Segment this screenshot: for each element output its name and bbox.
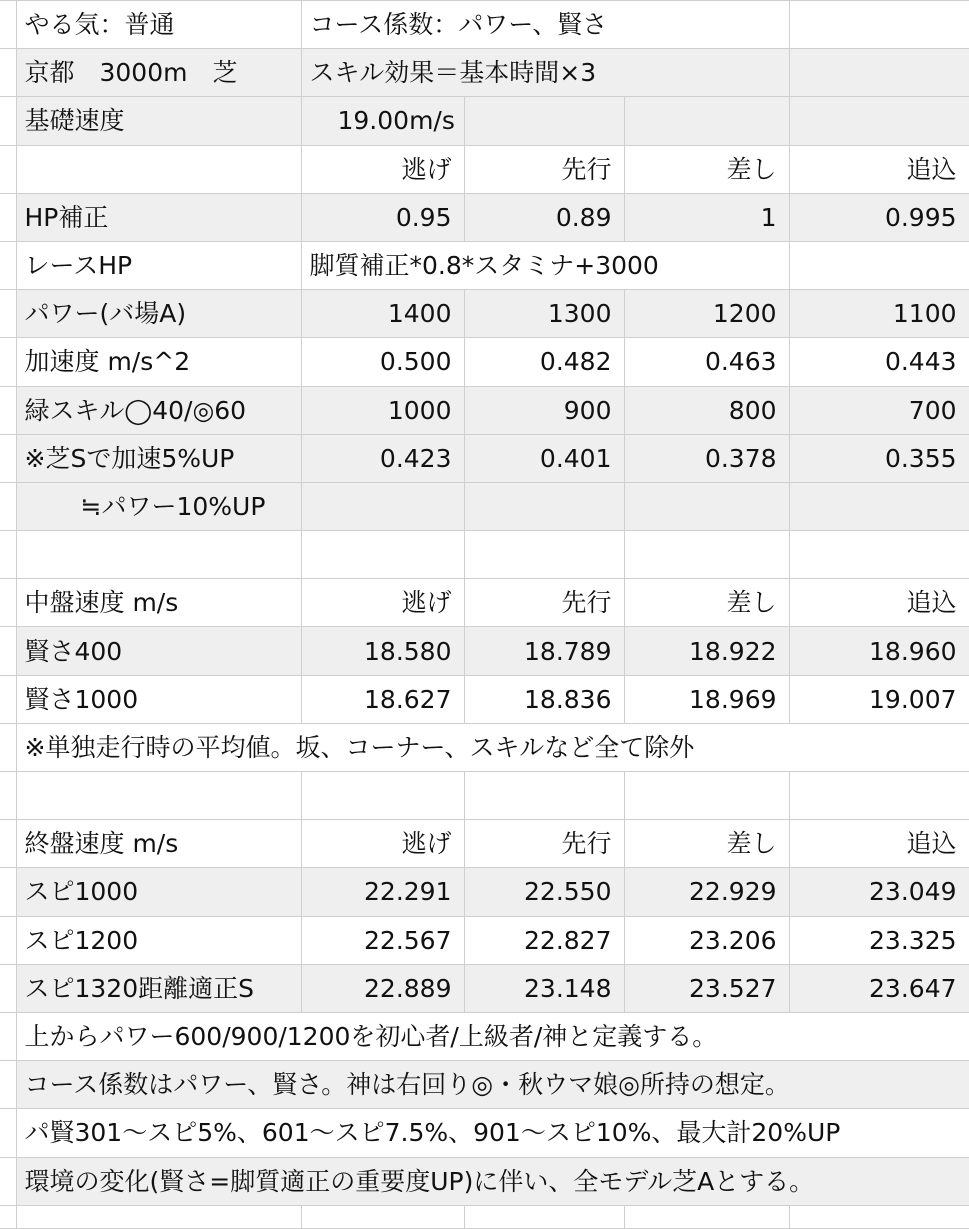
cell[interactable] — [789, 241, 969, 289]
cell[interactable]: 加速度 m/s^2 — [16, 338, 301, 386]
cell[interactable]: 22.291 — [301, 868, 464, 916]
cell[interactable] — [16, 145, 301, 193]
cell[interactable]: コース係数：パワー、賢さ — [301, 1, 789, 49]
cell[interactable] — [789, 97, 969, 145]
cell[interactable] — [789, 49, 969, 97]
cell[interactable]: 0.463 — [624, 338, 789, 386]
cell[interactable]: スピ1200 — [16, 916, 301, 964]
cell[interactable]: レースHP — [16, 241, 301, 289]
cell[interactable] — [301, 482, 464, 530]
cell[interactable]: 18.580 — [301, 627, 464, 675]
cell[interactable]: 23.527 — [624, 964, 789, 1012]
column-header[interactable]: 逃げ — [301, 820, 464, 868]
column-header[interactable]: 逃げ — [301, 145, 464, 193]
note-cell[interactable]: ※単独走行時の平均値。坂、コーナー、スキルなど全て除外 — [16, 723, 969, 771]
table-row — [0, 916, 969, 964]
cell[interactable]: 22.929 — [624, 868, 789, 916]
note-cell[interactable]: コース係数はパワー、賢さ。神は右回り◎・秋ウマ娘◎所持の想定。 — [16, 1061, 969, 1109]
cell[interactable]: 0.401 — [464, 434, 624, 482]
table-row — [0, 338, 969, 386]
table-row — [0, 1061, 969, 1109]
cell[interactable]: 1200 — [624, 290, 789, 338]
cell[interactable] — [464, 531, 624, 579]
cell[interactable]: 0.355 — [789, 434, 969, 482]
cell[interactable]: 0.500 — [301, 338, 464, 386]
cell[interactable] — [16, 1205, 301, 1228]
table-row — [0, 1157, 969, 1205]
cell[interactable]: 22.550 — [464, 868, 624, 916]
table-row — [0, 193, 969, 241]
note-cell[interactable]: パ賢301〜スピ5%、601〜スピ7.5%、901〜スピ10%、最大計20%UP — [16, 1109, 969, 1157]
cell[interactable]: 18.627 — [301, 675, 464, 723]
column-header[interactable]: 差し — [624, 579, 789, 627]
cell[interactable]: 18.789 — [464, 627, 624, 675]
cell[interactable] — [464, 482, 624, 530]
cell[interactable]: 賢さ1000 — [16, 675, 301, 723]
table-row — [0, 97, 969, 145]
cell[interactable]: パワー(バ場A) — [16, 290, 301, 338]
cell[interactable]: 19.00m/s — [301, 97, 464, 145]
cell[interactable]: スピ1320距離適正S — [16, 964, 301, 1012]
column-header[interactable]: 差し — [624, 145, 789, 193]
cell[interactable] — [624, 531, 789, 579]
column-header[interactable]: 先行 — [464, 820, 624, 868]
cell[interactable] — [301, 772, 464, 820]
cell[interactable]: 1400 — [301, 290, 464, 338]
cell[interactable] — [464, 772, 624, 820]
cell[interactable]: 22.889 — [301, 964, 464, 1012]
cell[interactable] — [16, 531, 301, 579]
table-row — [0, 386, 969, 434]
column-header[interactable]: 追込 — [789, 145, 969, 193]
cell[interactable] — [301, 1205, 464, 1228]
cell[interactable]: 18.969 — [624, 675, 789, 723]
cell[interactable]: 1 — [624, 193, 789, 241]
cell[interactable]: 終盤速度 m/s — [16, 820, 301, 868]
cell[interactable]: 0.89 — [464, 193, 624, 241]
cell[interactable]: HP補正 — [16, 193, 301, 241]
cell[interactable] — [789, 772, 969, 820]
cell[interactable]: 800 — [624, 386, 789, 434]
table-row — [0, 964, 969, 1012]
cell[interactable]: 700 — [789, 386, 969, 434]
cell[interactable]: 23.148 — [464, 964, 624, 1012]
table-row — [0, 482, 969, 530]
table-row — [0, 579, 969, 627]
cell[interactable]: 22.827 — [464, 916, 624, 964]
table-row — [0, 1109, 969, 1157]
column-header[interactable]: 追込 — [789, 820, 969, 868]
table-row — [0, 531, 969, 579]
cell[interactable]: やる気：普通 — [16, 1, 301, 49]
table-row — [0, 868, 969, 916]
cell[interactable]: 0.378 — [624, 434, 789, 482]
cell[interactable]: 23.647 — [789, 964, 969, 1012]
table-row — [0, 434, 969, 482]
cell[interactable]: 18.922 — [624, 627, 789, 675]
cell[interactable]: 賢さ400 — [16, 627, 301, 675]
cell[interactable]: 23.049 — [789, 868, 969, 916]
table-row — [0, 1205, 969, 1228]
cell[interactable]: 23.325 — [789, 916, 969, 964]
table-row — [0, 1, 969, 49]
cell[interactable] — [624, 482, 789, 530]
table-row — [0, 675, 969, 723]
table-row — [0, 49, 969, 97]
column-header[interactable]: 先行 — [464, 579, 624, 627]
cell[interactable]: 1100 — [789, 290, 969, 338]
cell[interactable]: 中盤速度 m/s — [16, 579, 301, 627]
cell[interactable]: 18.836 — [464, 675, 624, 723]
cell[interactable]: 0.423 — [301, 434, 464, 482]
table-row — [0, 820, 969, 868]
column-header[interactable]: 追込 — [789, 579, 969, 627]
cell[interactable]: 23.206 — [624, 916, 789, 964]
cell[interactable]: 1300 — [464, 290, 624, 338]
cell[interactable] — [624, 772, 789, 820]
table-row — [0, 241, 969, 289]
cell[interactable]: 緑スキル◯40/◎60 — [16, 386, 301, 434]
table-row — [0, 772, 969, 820]
cell[interactable]: 0.95 — [301, 193, 464, 241]
cell[interactable] — [464, 1205, 624, 1228]
cell[interactable] — [464, 97, 624, 145]
table-row — [0, 1012, 969, 1060]
table-row — [0, 290, 969, 338]
cell[interactable] — [789, 531, 969, 579]
cell[interactable]: 900 — [464, 386, 624, 434]
column-header[interactable]: 差し — [624, 820, 789, 868]
cell[interactable]: ≒パワー10%UP — [16, 482, 301, 530]
cell[interactable]: 22.567 — [301, 916, 464, 964]
cell[interactable]: 18.960 — [789, 627, 969, 675]
note-cell[interactable]: 環境の変化(賢さ=脚質適正の重要度UP)に伴い、全モデル芝Aとする。 — [16, 1157, 969, 1205]
cell[interactable]: 1000 — [301, 386, 464, 434]
table-row — [0, 145, 969, 193]
cell[interactable]: 京都 3000m 芝 — [16, 49, 301, 97]
cell[interactable]: スピ1000 — [16, 868, 301, 916]
cell[interactable]: ※芝Sで加速5%UP — [16, 434, 301, 482]
cell[interactable]: スキル効果＝基本時間×3 — [301, 49, 789, 97]
table-row — [0, 627, 969, 675]
cell[interactable] — [624, 1205, 789, 1228]
cell[interactable]: 脚質補正*0.8*スタミナ+3000 — [301, 241, 789, 289]
cell[interactable] — [789, 1, 969, 49]
cell[interactable]: 0.995 — [789, 193, 969, 241]
cell[interactable] — [16, 772, 301, 820]
cell[interactable]: 19.007 — [789, 675, 969, 723]
table-row — [0, 723, 969, 771]
cell[interactable] — [789, 1205, 969, 1228]
column-header[interactable]: 先行 — [464, 145, 624, 193]
note-cell[interactable]: 上からパワー600/900/1200を初心者/上級者/神と定義する。 — [16, 1012, 969, 1060]
cell[interactable] — [624, 97, 789, 145]
cell[interactable] — [789, 482, 969, 530]
cell[interactable]: 0.443 — [789, 338, 969, 386]
cell[interactable] — [301, 531, 464, 579]
column-header[interactable]: 逃げ — [301, 579, 464, 627]
cell[interactable]: 0.482 — [464, 338, 624, 386]
cell[interactable]: 基礎速度 — [16, 97, 301, 145]
